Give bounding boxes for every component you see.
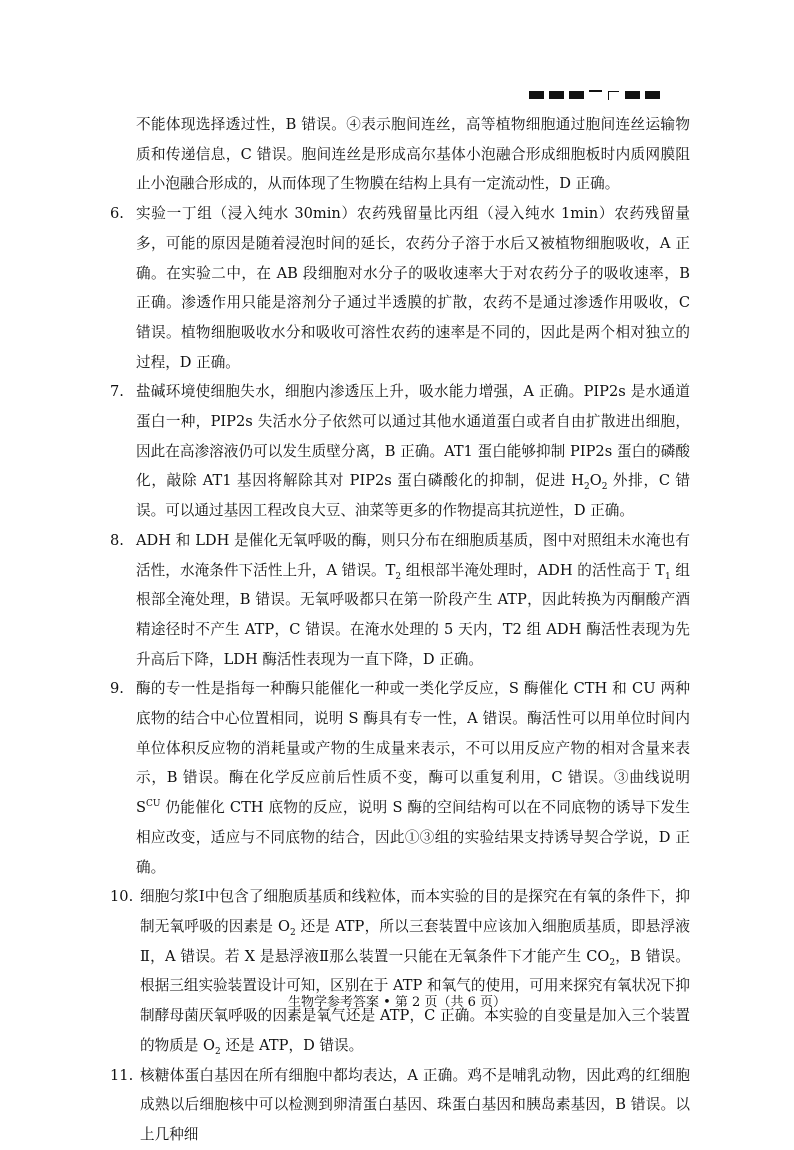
q5-text: 不能体现选择透过性，B 错误。④表示胞间连丝，高等植物细胞通过胞间连丝运输物质和传递信息，C 错误。胞间连丝是形成高尔基体小泡融合形成细胞板时内质网膜阻止小泡融合形成的，从而体现了生物膜在结构上具有一定流动性，D 正确。 bbox=[136, 116, 690, 193]
answer-item-8 bbox=[110, 526, 690, 675]
item-number: 6. bbox=[110, 205, 124, 223]
item-number: 8. bbox=[110, 531, 124, 549]
header-mark-block bbox=[645, 91, 660, 99]
answer-item-7 bbox=[110, 377, 690, 526]
header-mark-corner bbox=[608, 91, 619, 100]
answer-item-10 bbox=[110, 882, 690, 1060]
header-mark-block bbox=[549, 91, 564, 99]
page-footer: 生物学参考答案 • 第 2 页（共 6 页） bbox=[287, 995, 506, 1010]
item-text: 盐碱环境使细胞失水，细胞内渗透压上升，吸水能力增强，A 正确。PIP2s 是水通道蛋白一种，PIP2s 失活水分子依然可以通过其他水通道蛋白或者自由扩散进出细胞，因此在高渗溶液仍可以发生质壁分离，B 正确。AT1 蛋白能够抑制 PIP2s 蛋白的磷酸化，敲除 AT1 基因将解除其对 PIP2s 蛋白磷酸化的抑制，促进 $H_2O_2$ 外排，C 错误。可以通过基因工程改良大豆、油菜等更多的作物提高其抗逆性，D 正确。 bbox=[136, 383, 690, 520]
item-text: ADH 和 LDH 是催化无氧呼吸的酶，则只分布在细胞质基质，图中对照组未水淹也有活性，水淹条件下活性上升，A 错误。$T_2$ 组根部半淹处理时，ADH 的活性高于 $T_1$ 组根部全淹处理，B 错误。无氧呼吸都只在第一阶段产生 ATP，因此转换为丙酮酸产酒精途径时不产生 ATP，C 错误。在淹水处理的 5 天内，T2 组 ADH 酶活性表现为先升高后下降，LDH 酶活性表现为一直下降，D 正确。 bbox=[136, 531, 690, 668]
answer-item-9 bbox=[110, 674, 690, 882]
item-number: 9. bbox=[110, 680, 124, 698]
header-mark-dash bbox=[589, 90, 602, 92]
header-mark-block bbox=[569, 91, 584, 99]
header-mark-block bbox=[625, 91, 640, 99]
q5-continuation bbox=[110, 110, 690, 199]
item-number: 7. bbox=[110, 383, 124, 401]
header-marks bbox=[529, 89, 665, 100]
item-text: 核糖体蛋白基因在所有细胞中都均表达，A 正确。鸡不是哺乳动物，因此鸡的红细胞成熟以后细胞核中可以检测到卵清蛋白基因、珠蛋白基因和胰岛素基因，B 错误。以上几种细 bbox=[140, 1066, 690, 1143]
item-text: 细胞匀浆Ⅰ中包含了细胞质基质和线粒体，而本实验的目的是探究在有氧的条件下，抑制无氧呼吸的因素是 $O_2$ 还是 ATP，所以三套装置中应该加入细胞质基质，即悬浮液Ⅱ，A 错误。若 X 是悬浮液Ⅱ那么装置一只能在无氧条件下才能产生 $CO_2$，B 错误。根据三组实验装置设计可知，区别在于 ATP 和氧气的使用，可用来探究有氧状况下抑制酵母菌厌氧呼吸的因素是氧气还是 ATP，C 正确。本实验的自变量是加入三个装置的物质是 $O_2$ 还是 ATP，D 错误。 bbox=[140, 888, 690, 1057]
answer-item-6 bbox=[110, 199, 690, 377]
item-text: 酶的专一性是指每一种酶只能催化一种或一类化学反应，S 酶催化 CTH 和 CU 两种底物的结合中心位置相同，说明 S 酶具有专一性，A 错误。酶活性可以用单位时间内单位体积反应物的消耗量或产物的生成量来表示，不可以用反应产物的相对含量来表示，B 错误。酶在化学反应前后性质不变，酶可以重复利用，C 错误。③曲线说明 $S^{CU}$ 仍能催化 CTH 底物的反应，说明 S 酶的空间结构可以在不同底物的诱导下发生相应改变，适应与不同底物的结合，因此①③组的实验结果支持诱导契合学说，D 正确。 bbox=[136, 680, 690, 876]
header-mark-block bbox=[529, 91, 544, 99]
item-number: 11. bbox=[110, 1066, 134, 1084]
item-text: 实验一丁组（浸入纯水 30min）农药残留量比丙组（浸入纯水 1min）农药残留量多，可能的原因是随着浸泡时间的延长，农药分子溶于水后又被植物细胞吸收，A 正确。在实验二中，在 AB 段细胞对水分子的吸收速率大于对农药分子的吸收速率，B 正确。渗透作用只能是溶剂分子通过半透膜的扩散，农药不是通过渗透作用吸收，C 错误。植物细胞吸收水分和吸收可溶性农药的速率是不同的，因此是两个相对独立的过程，D 正确。 bbox=[136, 205, 690, 371]
item-number: 10. bbox=[110, 888, 134, 906]
answer-item-11 bbox=[110, 1061, 690, 1150]
